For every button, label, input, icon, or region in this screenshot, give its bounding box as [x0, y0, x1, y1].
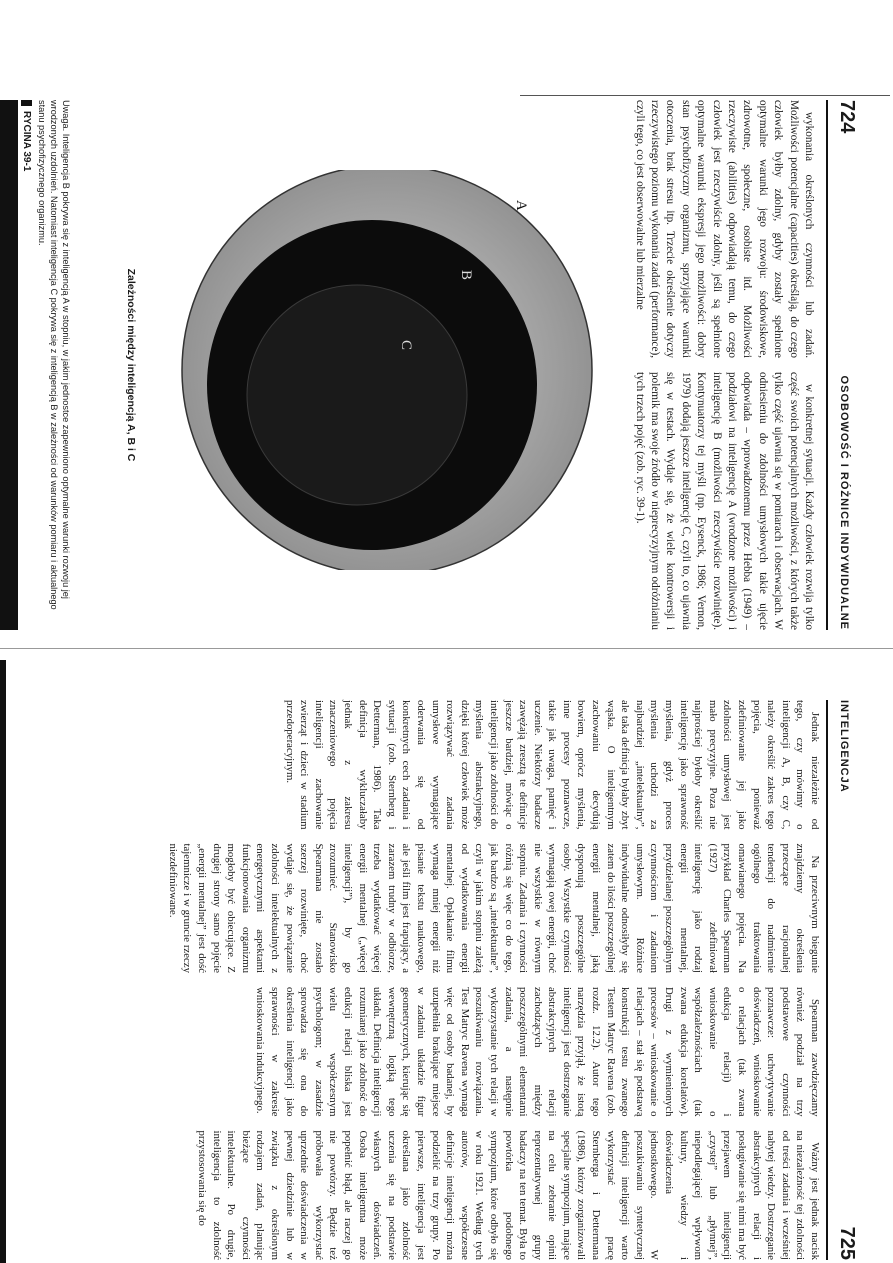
label-c: C [398, 340, 414, 351]
venn-diagram [172, 170, 612, 570]
text-columns [165, 700, 822, 1260]
page-header [826, 700, 856, 1260]
text-column-1: Jednak niezależnie od tego, czy mówimy o inteligencji A, B, czy C, należy określić zakres tego pojęcia, ponieważ zdefiniowanie jej jako zdolności umysłowej jest mało precyzyjne. Poza nie najprościej byłoby określić inteligencję jako sprawność myślenia, gdyż proces myślenia uchodzi za najbardziej „intelektualny”, ale taka definicja byłaby zbyt wąska. O inteligentnym zachowaniu decydują bowiem, oprócz myślenia, inne procesy poznawcze, takie jak uwaga, pamięć i uczenie. Niektórzy badacze zawężają zresztą te definicje jeszcze bardziej, mówiąc o inteligencji jako zdolności do myślenia abstrakcyjnego, dzięki której człowiek może rozwiązywać zadania umysłowe wymagające oderwania się od konkretnych cech zadania i sytuacji (zob. Sternberg i Detterman, 1986). Taka definicja wykluczałaby jednak z zakresu znaczeniowego pojęcia inteligencji zachowanie zwierząt i dzieci w stadium przedoperacyjnym. [283, 700, 821, 830]
scan-artifact-line [520, 95, 890, 96]
text-columns [620, 100, 816, 630]
figure-39-1 [112, 100, 612, 630]
page-number: 724 [836, 100, 858, 134]
text-column-1: wykonania określonych czynności lub zadań. Możliwości potencjalne (capacities) określają, do czego człowiek byłby zdolny, gdyby zostały spełnione optymalne warunki jego rozwoju: środowiskowe, zdrowotne, społeczne, osobiste itd. Możliwości rzeczywiste (abilities) odpowiadają temu, do czego człowiek jest rzeczywiście zdolny, jeśli są spełnione optymalne warunki ekspresji jego możliwości: dobry stan psychofizyczny organizmu, sprzyjające warunki otoczenia, brak stresu itp. Trzecie określenie dotyczy rzeczywistego poziomu wykonania zadań (performance), czyli tego, co jest obserwowalne lub mierzalne [633, 100, 815, 358]
running-head: OSOBOWOŚĆ I RÓŻNICE INDYWIDUALNE [838, 375, 850, 630]
figure-label: RYCINA 39-1 [21, 100, 32, 171]
figure-caption: Uwaga. Inteligencja B pokrywa się z inteligencją A w stopniu, w jakim jednostce zapewniono optymalne warunki rozwoju jej wrodzonych uzdolnień. Natomiast inteligencja C pokrywa się z inteligencją B w zależności od warunków pomiaru i aktualnego stanu psychofizycznego organizmu. [37, 100, 71, 610]
page-number: 725 [836, 1226, 858, 1260]
text-column-2: w konkretnej sytuacji. Każdy człowiek rozwija tylko część swoich potencjalnych możliwości, z których także tylko część ujawnia się w pomiarach i obserwacjach. W odniesieniu do zdolności umysłowych takie ujęcie odpowiada – wprowadzonemu przez Hebba (1949) – podziałowi na inteligencję A (wrodzone możliwości) i inteligencję B (możliwości rzeczywiście rozwinięte). Kontynuatorzy tej myśli (np. Eysenck, 1986; Vernon, 1979) dodają jeszcze inteligencję C, czyli to, co ujawnia się w testach. Wydaje się, że wiele kontrowersji i polemik ma swoje źródło w nieprecyzyjnym odróżnianiu tych trzech pojęć (zob. ryc. 39-1). [633, 372, 815, 630]
label-a: A [513, 200, 529, 211]
right-page-725 [0, 660, 893, 1263]
page-gutter [0, 648, 893, 649]
running-head: INTELIGENCJA [838, 700, 850, 793]
text-column-3: Spearman zawdzięczamy również podział na trzy podstawowe czynności poznawcze: uchwytywanie doświadczeń, wnioskowanie o relacjach (tak zwana edukcja relacji) i wnioskowanie o współzależnościach (tak zwana edukcja korelatów). Drugi z wymienionych procesów – wnioskowanie o relacjach – stał się podstawą konstrukcji testu zwanego Testem Matryc Ravena (zob. rozdz. 12.2). Autor tego narzędzia przyjął, że istotą inteligencji jest dostrzeganie abstrakcyjnych relacji zachodzących między poszczególnymi elementami zadania, a następnie wykorzystanie tych relacji w poszukiwaniu rozwiązania. Test Matryc Ravena wymaga więc od osoby badanej, by uzupełniła brakujące miejsce w zadaniu układzie figur geometrycznych, kierując się wewnętrzną logiką tego układu. Definicja inteligencji rozumianej jako zdolność do edukcji relacji bliska jest wielu współczesnym psychologom; w zasadzie sprowadza się ona do określenia inteligencji jako sprawności w zakresie wnioskowania indukcyjnego. [254, 987, 821, 1117]
page-header [826, 100, 856, 630]
figure-title: Zależności między inteligencją A, B i C [125, 268, 137, 462]
label-b: B [458, 270, 474, 281]
circle-c [247, 285, 467, 505]
page-content [0, 100, 862, 630]
page-content [0, 700, 862, 1260]
text-column-4: Ważny jest jednak nacisk na niezależność tej zdolności od treści zadania i wcześniej nabytej wiedzy. Dostrzeganie abstrakcyjnych relacji i posługiwanie się nimi ma być przejawem inteligencji „czystej” lub „płynnej”, niepodlegającej wpływom kultury, wiedzy i doświadczenia jednostkowego. W poszukiwaniu syntetycznej definicji inteligencji warto wykorzystać pracę Sternberga i Dettermana (1986), którzy zorganizowali specjalne sympozjum, mające na celu zebranie opinii reprezentatywnej grupy badaczy na ten temat. Była to powtórka podobnego sympozjum, które odbyło się w roku 1921. Według tych autorów, współczesne definicje inteligencji można podzielić na trzy grupy. Po pierwsze, inteligencja jest określana jako zdolność uczenia się na podstawie własnych doświadczeń. Osoba inteligentna może popełnić błąd, ale raczej go nie powtórzy. Będzie też próbowała wykorzystać uprzednie doświadczenia w pewnej dziedzinie lub w związku z określonym rodzajem zadań, planując bieżące czynności intelektualne. Po drugie, inteligencja to zdolność przystosowania się do [196, 1130, 821, 1260]
text-column-2: Na przeciwnym biegunie znajdziemy określenia przeczące racjonalnej tendencji do nadmiernie ogólnego traktowania omawianego pojęcia. Na przykład Charles Spearman (1927) zdefiniował inteligencję jako rodzaj energii mentalnej, przydzielanej poszczególnym czynnościom i zadaniom umysłowym. Różnice indywidualne odnosiłyby się zatem do ilości poszczególnej energii mentalnej, jaką dysponują poszczególne osoby. Wszystkie czynności wymagają owej energii, choć nie wszystkie w równym stopniu. Zadania i czynności różnią się więc co do tego, jak bardzo są „intelektualne”, czyli w jakim stopniu zależą od wydatkowania energii mentalnej. Opłakanie filmu wymaga mniej energii niż pisanie tekstu naukowego, ale jeśli film jest frapujący, a zarazem trudny w odbiorze, trzeba wydatkować więcej energii mentalnej („więcej inteligencji”), by go zrozumieć. Stanowisko Spearmana nie zostało szerzej rozwinięte, choć wydaje się, że powiązanie zdolności intelektualnych z energetycznymi aspektami funkcjonowania organizmu mogłoby być obiecujące. Z drugiej strony samo pojęcie „energii mentalnej” jest dość tajemnicze i w gruncie rzeczy niezdefiniowane. [166, 843, 821, 973]
